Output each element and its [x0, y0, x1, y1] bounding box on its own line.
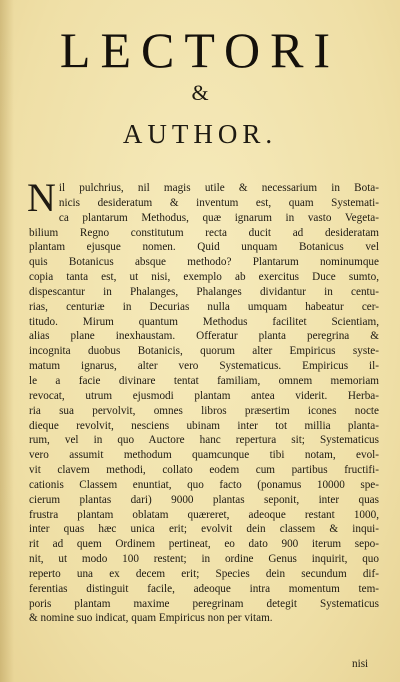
text-line: copia tanta est, ut nisi, exemplo ab exercitus Duce sumto,	[29, 271, 379, 284]
text-line: rit ad quem Ordinem pertineat, eo dato 900 iterum sepo-	[29, 538, 379, 551]
text-line: nicis desideratum & inventum est, quam Systemati-	[58, 196, 379, 209]
text-line: reperto una ex decem erit; Species dein secundum dif-	[29, 567, 379, 580]
text-line: il pulchrius, nil magis utile & necessarium in Bota-	[58, 182, 379, 194]
text-line: vero assumit methodum quamcunque tibi notam, evol-	[29, 449, 379, 462]
text-line: incognita duobus Botanicis, quorum alter Empiricus syste-	[29, 345, 379, 358]
text-line: cationis Classem enuntiat, quo facto (ponamus 10000 spe-	[29, 478, 379, 491]
text-line: dispescantur in Phalanges, Phalanges dividantur in centu-	[29, 285, 379, 298]
text-line: matum ignarus, alter vero Systematicus. Empiricus il-	[29, 360, 379, 373]
text-line: vit clavem methodi, collato eodem cum partibus fructifi-	[29, 464, 379, 477]
page-title: LECTORI	[59, 22, 341, 78]
text-line: rum, vel in quo Auctore hanc repertura sit; Systematicus	[29, 434, 379, 447]
text-line: titudo. Mirum quantum Methodus facilitet Scientiam,	[29, 315, 379, 328]
text-line: ca plantarum Methodus, quæ ignarum in vasto Vegeta-	[58, 211, 379, 224]
text-line: revocat, utrum ejusmodi plantam antea viderit. Herba-	[29, 389, 379, 402]
text-line: cierum plantas dari) 9000 plantas seponit, inter quas	[29, 493, 379, 506]
text-line: inter quas hæc unica erit; evolvit dein classem & inqui-	[29, 523, 379, 536]
catchword: nisi	[352, 658, 369, 670]
text-line: ferentias distinguit facile, adeoque intra momentum tem-	[29, 582, 379, 595]
text-line: nit, ut modo 100 restent; in ordine Genus inquirit, quo	[29, 553, 379, 566]
ampersand-line: &	[191, 80, 209, 105]
text-line: quis Botanicus absque methodo? Plantarum nominumque	[29, 256, 379, 269]
text-line: bilium Regno constitutum recta ducit ad desideratam	[29, 226, 379, 239]
text-line: rias, centuriæ in Decurias nulla umquam habeatur cer-	[29, 300, 379, 313]
text-line: plantam ejusque nomen. Quid unquam Botanicus vel	[29, 241, 379, 254]
text-line: le a facie divinare tentat familiam, omnem memoriam	[29, 374, 379, 387]
text-line: ria sua pervolvit, omnes libros præsertim icones nocte	[29, 404, 379, 417]
body-text	[27, 175, 379, 626]
text-line: & nomine suo indicat, quam Empiricus non per vitam.	[29, 612, 273, 625]
text-line: alias plane inexhaustam. Offeratur planta peregrina &	[29, 330, 379, 343]
text-line: poris plantam maxime peregrinam detegit Systematicus	[29, 597, 379, 610]
page-subtitle: AUTHOR.	[122, 119, 278, 149]
text-line: frustra plantam oblatam quæreret, adeoque restant 1000,	[29, 508, 379, 521]
drop-cap: N	[27, 175, 56, 220]
text-line: dieque revolvit, nesciens ubinam inter tot millia planta-	[29, 419, 379, 432]
